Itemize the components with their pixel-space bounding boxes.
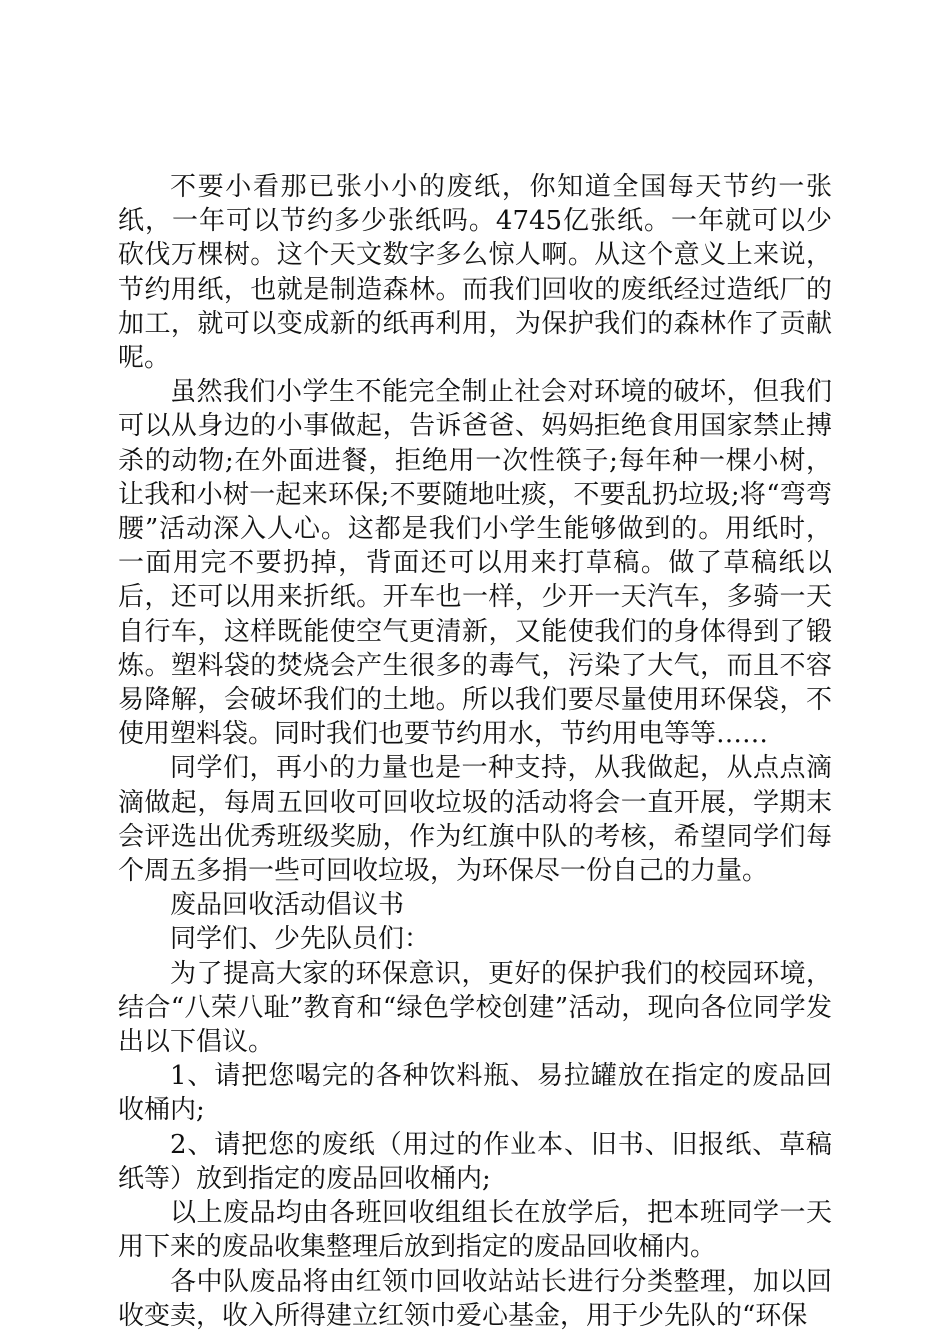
document-body bbox=[118, 170, 832, 1333]
paragraph-small-actions: 虽然我们小学生不能完全制止社会对环境的破坏，但我们可以从身边的小事做起，告诉爸爸、妈妈拒绝食用国家禁止搏杀的动物;在外面进餐，拒绝用一次性筷子;每年种一棵小树，让我和小树一起来环保;不要随地吐痰，不要乱扔垃圾;将“弯弯腰”活动深入人心。这都是我们小学生能够做到的。用纸时，一面用完不要扔掉，背面还可以用来打草稿。做了草稿纸以后，还可以用来折纸。开车也一样，少开一天汽车，多骑一天自行车，这样既能使空气更清新，又能使我们的身体得到了锻炼。塑料袋的焚烧会产生很多的毒气，污染了大气，而且不容易降解，会破坏我们的土地。所以我们要尽量使用环保袋，不使用塑料袋。同时我们也要节约用水，节约用电等等…… bbox=[118, 377, 832, 750]
proposal-fund: 各中队废品将由红领巾回收站站长进行分类整理，加以回收变卖，收入所得建立红领巾爱心基金，用于少先队的“环保 bbox=[118, 1266, 832, 1331]
paragraph-call-to-action: 同学们，再小的力量也是一种支持，从我做起，从点点滴滴做起，每周五回收可回收垃圾的活动将会一直开展，学期末会评选出优秀班级奖励，作为红旗中队的考核，希望同学们每个周五多捐一些可回收垃圾，为环保尽一份自己的力量。 bbox=[118, 753, 832, 887]
paragraph-waste-paper: 不要小看那已张小小的废纸，你知道全国每天节约一张纸，一年可以节约多少张纸吗。4745亿张纸。一年就可以少砍伐万棵树。这个天文数字多么惊人啊。从这个意义上来说，节约用纸，也就是制造森林。而我们回收的废纸经过造纸厂的加工，就可以变成新的纸再利用，为保护我们的森林作了贡献呢。 bbox=[118, 172, 832, 374]
proposal-item-1: 1、请把您喝完的各种饮料瓶、易拉罐放在指定的废品回收桶内; bbox=[118, 1061, 832, 1126]
proposal-collection: 以上废品均由各班回收组组长在放学后，把本班同学一天用下来的废品收集整理后放到指定的废品回收桶内。 bbox=[118, 1198, 832, 1263]
proposal-title: 废品回收活动倡议书 bbox=[170, 890, 405, 921]
proposal-salutation: 同学们、少先队员们： bbox=[170, 924, 431, 955]
proposal-item-2: 2、请把您的废纸（用过的作业本、旧书、旧报纸、草稿纸等）放到指定的废品回收桶内; bbox=[118, 1129, 832, 1194]
proposal-intro: 为了提高大家的环保意识，更好的保护我们的校园环境，结合“八荣八耻”教育和“绿色学校创建”活动，现向各位同学发出以下倡议。 bbox=[118, 958, 832, 1058]
